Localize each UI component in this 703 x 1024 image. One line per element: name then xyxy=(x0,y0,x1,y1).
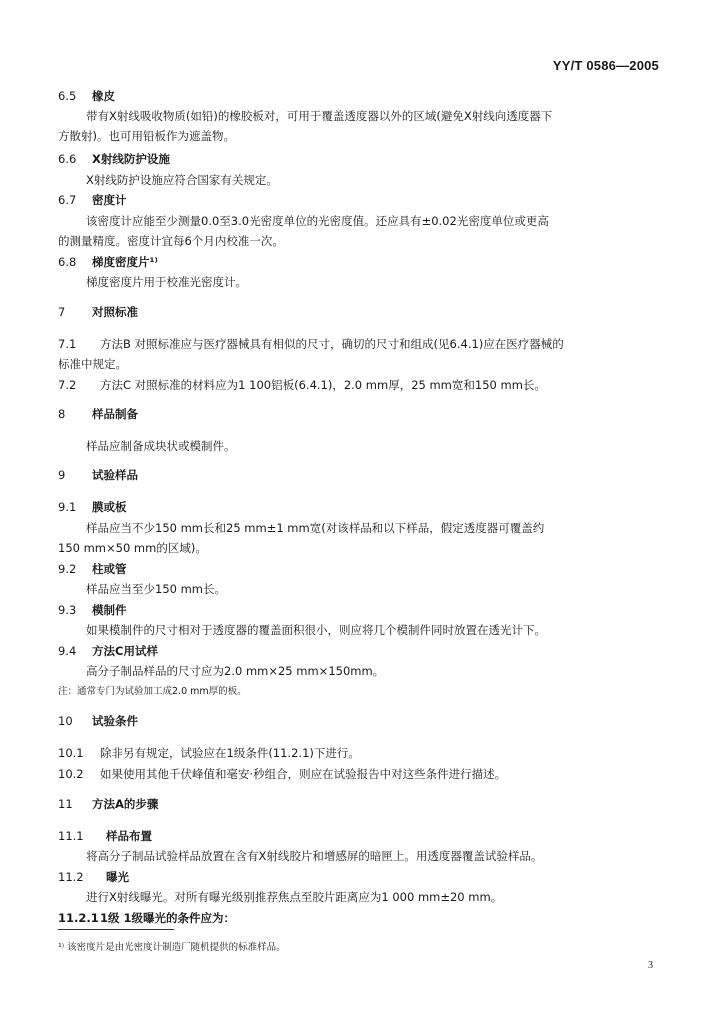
paragraph-line: 高分子制品样品的尺寸应为2.0 mm×25 mm×150mm。 xyxy=(86,664,385,678)
paragraph-line: 样品应制备成块状或模制件。 xyxy=(86,439,236,453)
paragraph-line: 如果模制件的尺寸相对于透度器的覆盖面积很小，则应将几个模制件同时放置在透光计下。 xyxy=(86,623,546,637)
paragraph-line: 方散射)。也可用铅板作为遮盖物。 xyxy=(58,129,235,143)
paragraph-line: 150 mm×50 mm的区域)。 xyxy=(58,541,207,555)
paragraph-line: 的测量精度。密度计宜每6个月内校准一次。 xyxy=(58,234,284,248)
section-heading: 11.2 曝光 xyxy=(58,870,129,884)
chapter-heading: 9 试验样品 xyxy=(58,468,138,482)
section-heading: 6.8 梯度密度片¹⁾ xyxy=(58,255,158,269)
chapter-heading: 11 方法A的步骤 xyxy=(58,797,159,811)
section-heading: 6.7 密度计 xyxy=(58,193,127,207)
chapter-heading: 7 对照标准 xyxy=(58,305,138,319)
section-heading: 9.4 方法C用试样 xyxy=(58,644,158,658)
clause-line: 11.2.11级 1级曝光的条件应为： xyxy=(58,911,236,925)
paragraph-line: 该密度计应能至少测量0.0至3.0光密度单位的光密度值。还应具有±0.02光密度单位或更高 xyxy=(86,214,549,228)
footnote: ¹⁾ 该密度片是由光密度计制造厂随机提供的标准样品。 xyxy=(58,942,286,953)
section-heading: 9.3 模制件 xyxy=(58,603,127,617)
section-heading: 6.5 橡皮 xyxy=(58,89,115,103)
paragraph-line: X射线防护设施应符合国家有关规定。 xyxy=(86,173,278,187)
paragraph-line: 带有X射线吸收物质(如铅)的橡胶板对，可用于覆盖透度器以外的区域(避免X射线向透度器下 xyxy=(86,109,553,123)
chapter-heading: 8 样品制备 xyxy=(58,407,138,421)
footnote-divider xyxy=(58,929,174,930)
chapter-heading: 10 试验条件 xyxy=(58,714,138,728)
clause-line: 10.1 除非另有规定，试验应在1级条件(11.2.1)下进行。 xyxy=(58,746,360,760)
paragraph-line: 将高分子制品试验样品放置在含有X射线胶片和增感屏的暗匣上。用透度器覆盖试验样品。 xyxy=(86,849,543,863)
section-heading: 6.6 X射线防护设施 xyxy=(58,152,170,166)
clause-line: 7.2 方法C 对照标准的材料应为1 100铝板(6.4.1)，2.0 mm厚，25 mm宽和150 mm长。 xyxy=(58,378,546,392)
paragraph-line: 梯度密度片用于校准光密度计。 xyxy=(86,275,247,289)
clause-line: 10.2 如果使用其他千伏峰值和毫安·秒组合，则应在试验报告中对这些条件进行描述。 xyxy=(58,767,507,781)
paragraph-line: 标准中规定。 xyxy=(58,357,127,371)
paragraph-line: 样品应当不少150 mm长和25 mm±1 mm宽(对该样品和以下样品，假定透度器可覆盖约 xyxy=(86,521,545,535)
section-heading: 11.1 样品布置 xyxy=(58,829,152,843)
paragraph-line: 进行X射线曝光。对所有曝光级别推荐焦点至胶片距离应为1 000 mm±20 mm。 xyxy=(86,890,503,904)
section-heading: 9.1 膜或板 xyxy=(58,500,127,514)
paragraph-line: 样品应当至少150 mm长。 xyxy=(86,582,227,596)
page-number: 3 xyxy=(648,960,653,971)
clause-line: 7.1 方法B 对照标准应与医疗器械具有相似的尺寸，确切的尺寸和组成(见6.4.1)应在医疗器械的 xyxy=(58,337,564,351)
standard-number: YY/T 0586—2005 xyxy=(552,58,659,73)
note-line: 注：通常专门为试验加工成2.0 mm厚的板。 xyxy=(58,686,247,697)
section-heading: 9.2 柱或管 xyxy=(58,562,127,576)
